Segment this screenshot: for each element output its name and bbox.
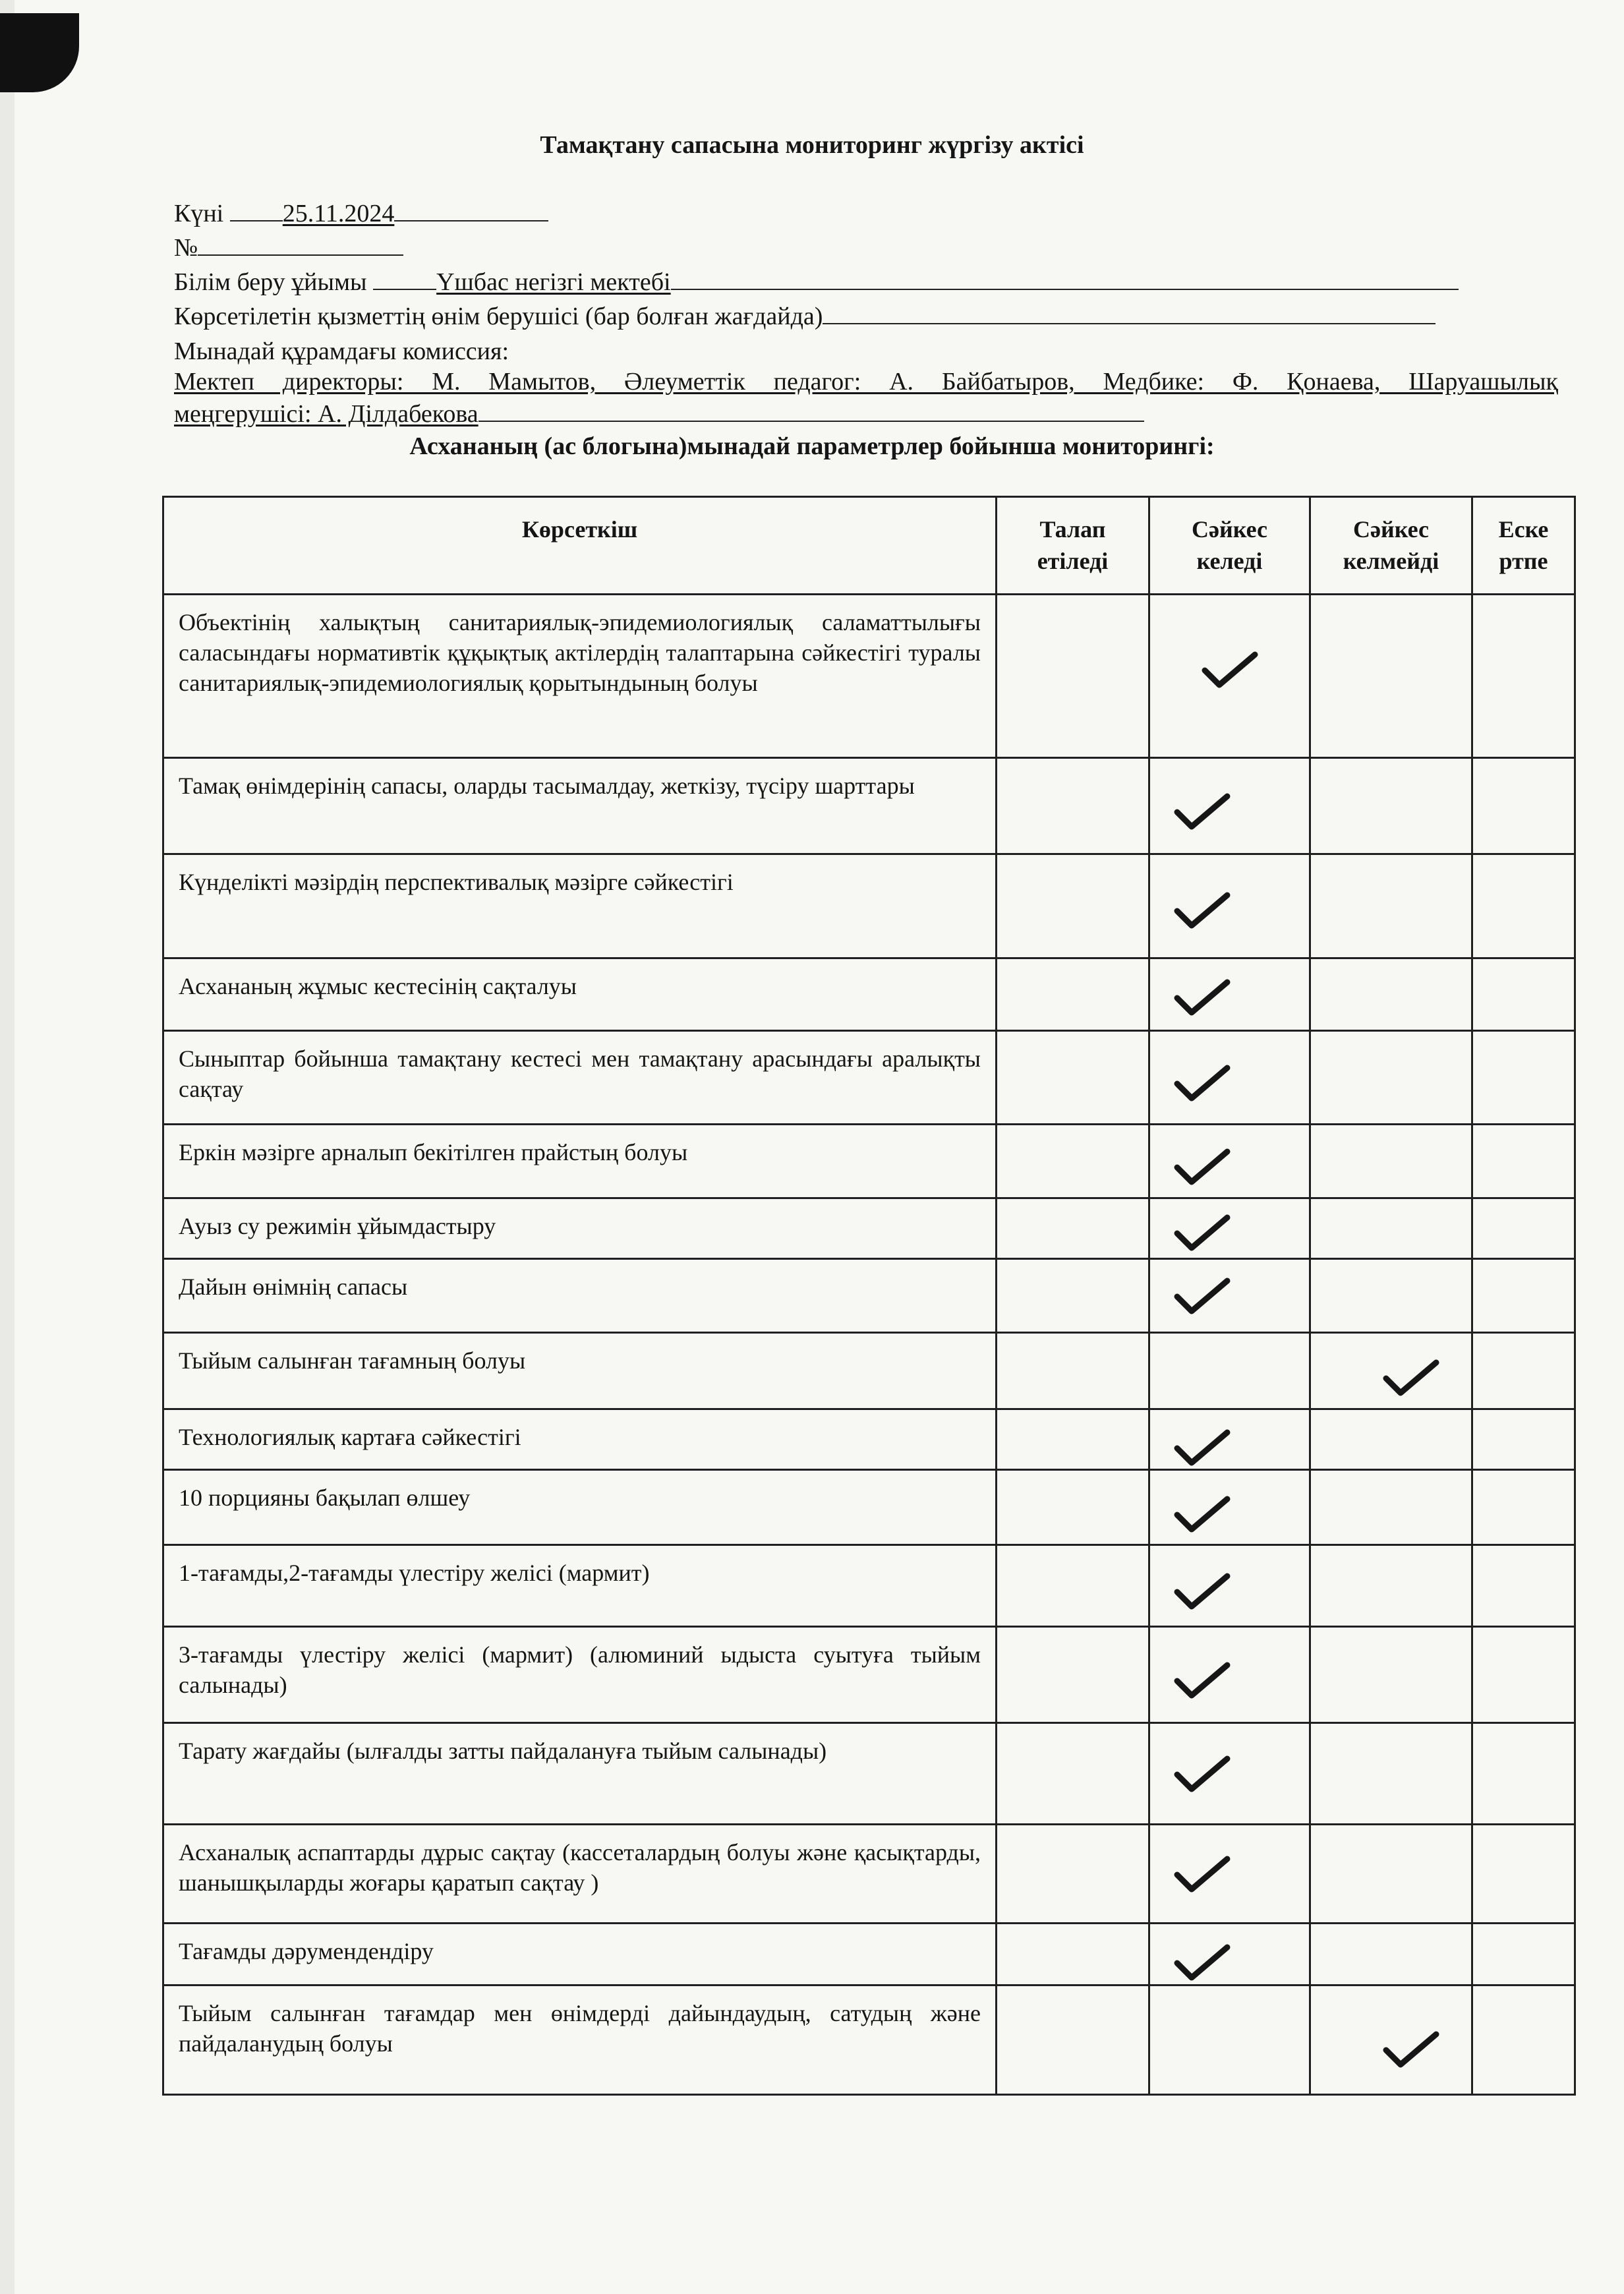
compliant-cell (1149, 1985, 1310, 2095)
checkmark-stroke (1177, 982, 1227, 1013)
table-row (163, 1125, 1575, 1198)
indicator-header-label: Көрсеткіш (521, 516, 638, 543)
checkmark-icon (1169, 1568, 1235, 1621)
noncompliant-header (1310, 497, 1472, 595)
indicator-cell (163, 1924, 997, 1985)
table-row (163, 1333, 1575, 1409)
note-header-line-1: Еске (1498, 516, 1549, 543)
indicator-text: Сыныптар бойынша тамақтану кестесі мен тамақтану арасындағы аралықты сақтау (179, 1045, 981, 1102)
checkmark-stroke (1177, 895, 1227, 926)
compliant-cell (1149, 1723, 1310, 1825)
checkmark-stroke (1177, 1499, 1227, 1529)
commission-members-line-2: меңгерушісі: А. Ділдабекова (174, 400, 478, 428)
indicator-cell (163, 758, 997, 854)
compliant-cell (1149, 1125, 1310, 1198)
checkmark-stroke (1177, 1576, 1227, 1606)
noncompliant-cell (1310, 1333, 1472, 1409)
required-cell (997, 1985, 1149, 2095)
table-row (163, 1545, 1575, 1627)
monitoring-table (162, 496, 1576, 2096)
indicator-cell (163, 1409, 997, 1470)
indicator-text: 1-тағамды,2-тағамды үлестіру желісі (мармит) (179, 1560, 650, 1586)
checkmark-stroke (1177, 1665, 1227, 1695)
note-cell (1472, 1723, 1575, 1825)
indicator-cell (163, 1125, 997, 1198)
noncompliant-cell (1310, 595, 1472, 758)
compliant-cell (1149, 1409, 1310, 1470)
organization-line (174, 266, 1459, 297)
checkmark-icon (1169, 788, 1235, 841)
checkmark-icon (1378, 2026, 1444, 2079)
checkmark-icon (1169, 1657, 1235, 1710)
note-cell (1472, 958, 1575, 1031)
checkmark-stroke (1177, 1218, 1227, 1248)
noncompliant-cell (1310, 1198, 1472, 1259)
checkmark-icon (1378, 1355, 1444, 1407)
number-blank (198, 232, 403, 256)
noncompliant-cell (1310, 1825, 1472, 1924)
required-cell (997, 1924, 1149, 1985)
checkmark-stroke (1177, 1281, 1227, 1311)
organization-value: Үшбас негізгі мектебі (436, 268, 671, 296)
document-title: Тамақтану сапасына мониторинг жүргізу актісі (540, 131, 1084, 159)
checkmark-icon (1169, 1210, 1235, 1262)
noncompliant-cell (1310, 854, 1472, 958)
commission-members-line-2-wrap (174, 398, 1144, 429)
compliant-cell (1149, 1924, 1310, 1985)
date-label: Күні (174, 200, 224, 227)
table-row (163, 1627, 1575, 1723)
noncompliant-cell (1310, 958, 1472, 1031)
compliant-cell (1149, 854, 1310, 958)
note-cell (1472, 1333, 1575, 1409)
provider-label: Көрсетілетін қызметтің өнім берушісі (бар болған жағдайда) (174, 303, 823, 330)
table-row (163, 1985, 1575, 2095)
checkmark-icon (1169, 1060, 1235, 1113)
checkmark-stroke (1177, 1068, 1227, 1098)
indicator-text: Тағамды дәрумендендіру (179, 1938, 434, 1964)
compliant-cell (1149, 1333, 1310, 1409)
noncompliant-header-line-1: Сәйкес (1353, 516, 1429, 543)
indicator-text: Технологиялық картаға сәйкестігі (179, 1424, 521, 1450)
required-cell (997, 1470, 1149, 1545)
note-cell (1472, 1198, 1575, 1259)
noncompliant-cell (1310, 1031, 1472, 1125)
table-row (163, 595, 1575, 758)
indicator-text: Дайын өнімнің сапасы (179, 1274, 408, 1300)
checkmark-stroke (1177, 1759, 1227, 1789)
required-cell (997, 1825, 1149, 1924)
checkmark-icon (1197, 647, 1263, 699)
organization-blank-left (373, 266, 436, 290)
note-cell (1472, 595, 1575, 758)
compliant-cell (1149, 1198, 1310, 1259)
compliant-cell (1149, 758, 1310, 854)
commission-label-line (174, 336, 509, 367)
indicator-cell (163, 1723, 997, 1825)
table-header-row (163, 497, 1575, 595)
noncompliant-cell (1310, 1259, 1472, 1333)
checkmark-icon (1169, 1144, 1235, 1196)
checkmark-icon (1169, 1851, 1235, 1904)
required-cell (997, 1125, 1149, 1198)
required-cell (997, 854, 1149, 958)
monitoring-subtitle: Асхананың (ас блогына)мынадай параметрлер бойынша мониторингі: (409, 432, 1215, 460)
checkmark-stroke (1177, 1152, 1227, 1182)
table-row (163, 1924, 1575, 1985)
indicator-text: 10 порцияны бақылап өлшеу (179, 1485, 471, 1511)
monitoring-table-body (163, 595, 1575, 2095)
noncompliant-cell (1310, 1125, 1472, 1198)
noncompliant-cell (1310, 1627, 1472, 1723)
note-cell (1472, 1985, 1575, 2095)
indicator-cell (163, 1259, 997, 1333)
indicator-cell (163, 1198, 997, 1259)
required-cell (997, 1333, 1149, 1409)
checkmark-stroke (1205, 655, 1255, 685)
required-header-line-2: етіледі (1037, 548, 1109, 574)
note-cell (1472, 854, 1575, 958)
provider-blank (823, 301, 1436, 324)
required-header (997, 497, 1149, 595)
checkmark-icon (1169, 974, 1235, 1027)
noncompliant-cell (1310, 758, 1472, 854)
indicator-text: Тыйым салынған тағамдар мен өнімдерді дайындаудың, сатудың және пайдаланудың болуы (179, 2000, 981, 2057)
table-row (163, 1723, 1575, 1825)
noncompliant-cell (1310, 1409, 1472, 1470)
compliant-cell (1149, 1627, 1310, 1723)
date-line (174, 198, 548, 229)
required-header-line-1: Талап (1039, 516, 1106, 543)
commission-members-line-1: Мектеп директоры: М. Мамытов, Әлеуметтік педагог: А. Байбатыров, Медбике: Ф. Қонаева, Шаруашылық (174, 368, 1558, 396)
indicator-cell (163, 958, 997, 1031)
note-header-line-2: ртпе (1499, 548, 1548, 574)
date-blank-left (230, 198, 283, 221)
required-cell (997, 758, 1149, 854)
indicator-text: Еркін мәзірге арналып бекітілген прайстың болуы (179, 1139, 688, 1165)
compliant-header-line-2: келеді (1196, 548, 1263, 574)
indicator-text: Ауыз су режимін ұйымдастыру (179, 1213, 496, 1239)
checkmark-icon (1169, 1273, 1235, 1326)
noncompliant-header-line-2: келмейді (1343, 548, 1439, 574)
required-cell (997, 1198, 1149, 1259)
checkmark-stroke (1177, 1947, 1227, 1978)
compliant-header (1149, 497, 1310, 595)
note-cell (1472, 1259, 1575, 1333)
commission-label: Мынадай құрамдағы комиссия: (174, 338, 509, 365)
compliant-cell (1149, 1825, 1310, 1924)
note-cell (1472, 1031, 1575, 1125)
required-cell (997, 595, 1149, 758)
checkmark-icon (1169, 1751, 1235, 1804)
indicator-cell (163, 1470, 997, 1545)
required-cell (997, 1723, 1149, 1825)
table-row (163, 1470, 1575, 1545)
table-row (163, 758, 1575, 854)
compliant-cell (1149, 958, 1310, 1031)
checkmark-icon (1169, 887, 1235, 940)
indicator-text: Тамақ өнімдерінің сапасы, оларды тасымалдау, жеткізу, түсіру шарттары (179, 773, 915, 799)
checkmark-stroke (1177, 796, 1227, 827)
indicator-text: Күнделікті мәзірдің перспективалық мәзірге сәйкестігі (179, 869, 734, 895)
commission-blank (478, 398, 1144, 422)
required-cell (997, 1259, 1149, 1333)
note-cell (1472, 1409, 1575, 1470)
note-header (1472, 497, 1575, 595)
indicator-cell (163, 1545, 997, 1627)
note-cell (1472, 1627, 1575, 1723)
compliant-cell (1149, 1259, 1310, 1333)
required-cell (997, 1545, 1149, 1627)
table-row (163, 1198, 1575, 1259)
checkmark-icon (1169, 1425, 1235, 1477)
indicator-text: 3-тағамды үлестіру желісі (мармит) (алюминий ыдыста суытуға тыйым салынады) (179, 1641, 981, 1698)
note-cell (1472, 1470, 1575, 1545)
noncompliant-cell (1310, 1924, 1472, 1985)
required-cell (997, 1627, 1149, 1723)
note-cell (1472, 1825, 1575, 1924)
required-cell (997, 958, 1149, 1031)
indicator-text: Тарату жағдайы (ылғалды затты пайдалануға тыйым салынады) (179, 1738, 827, 1764)
number-line (174, 232, 403, 263)
indicator-text: Асхананың жұмыс кестесінің сақталуы (179, 973, 577, 999)
checkmark-stroke (1386, 1363, 1436, 1393)
table-row (163, 1409, 1575, 1470)
compliant-cell (1149, 1031, 1310, 1125)
note-cell (1472, 1545, 1575, 1627)
indicator-cell (163, 854, 997, 958)
date-value: 25.11.2024 (282, 200, 395, 227)
indicator-cell (163, 1627, 997, 1723)
note-cell (1472, 758, 1575, 854)
table-row (163, 1259, 1575, 1333)
noncompliant-cell (1310, 1723, 1472, 1825)
organization-label: Білім беру ұйымы (174, 268, 367, 296)
indicator-cell (163, 1825, 997, 1924)
note-cell (1472, 1125, 1575, 1198)
table-row (163, 1825, 1575, 1924)
indicator-cell (163, 1333, 997, 1409)
table-row (163, 1031, 1575, 1125)
noncompliant-cell (1310, 1545, 1472, 1627)
noncompliant-cell (1310, 1985, 1472, 2095)
checkmark-stroke (1386, 2034, 1436, 2065)
date-blank-right (394, 198, 548, 221)
checkmark-stroke (1177, 1432, 1227, 1463)
indicator-text: Тыйым салынған тағамның болуы (179, 1347, 526, 1374)
compliant-cell (1149, 1470, 1310, 1545)
indicator-header (163, 497, 997, 595)
note-cell (1472, 1924, 1575, 1985)
table-row (163, 958, 1575, 1031)
indicator-cell (163, 595, 997, 758)
checkmark-icon (1169, 1939, 1235, 1992)
checkmark-stroke (1177, 1859, 1227, 1889)
indicator-cell (163, 1985, 997, 2095)
indicator-text: Объектінің халықтың санитариялық-эпидемиологиялық саламаттылығы саласындағы нормативтік құқықтық актілердің талаптарына сәйкестігі туралы санитариялық-эпидемиологиялық қорытындының болуы (179, 609, 981, 696)
table-row (163, 854, 1575, 958)
compliant-header-line-1: Сәйкес (1192, 516, 1267, 543)
checkmark-icon (1169, 1491, 1235, 1544)
required-cell (997, 1409, 1149, 1470)
compliant-cell (1149, 1545, 1310, 1627)
noncompliant-cell (1310, 1470, 1472, 1545)
compliant-cell (1149, 595, 1310, 758)
indicator-text: Асханалық аспаптарды дұрыс сақтау (кассеталардың болуы және қасықтарды, шанышқыларды жоғары қаратып сақтау ) (179, 1839, 981, 1896)
number-label: № (174, 234, 198, 262)
organization-blank-right (671, 266, 1459, 290)
required-cell (997, 1031, 1149, 1125)
indicator-cell (163, 1031, 997, 1125)
provider-line (174, 301, 1436, 332)
